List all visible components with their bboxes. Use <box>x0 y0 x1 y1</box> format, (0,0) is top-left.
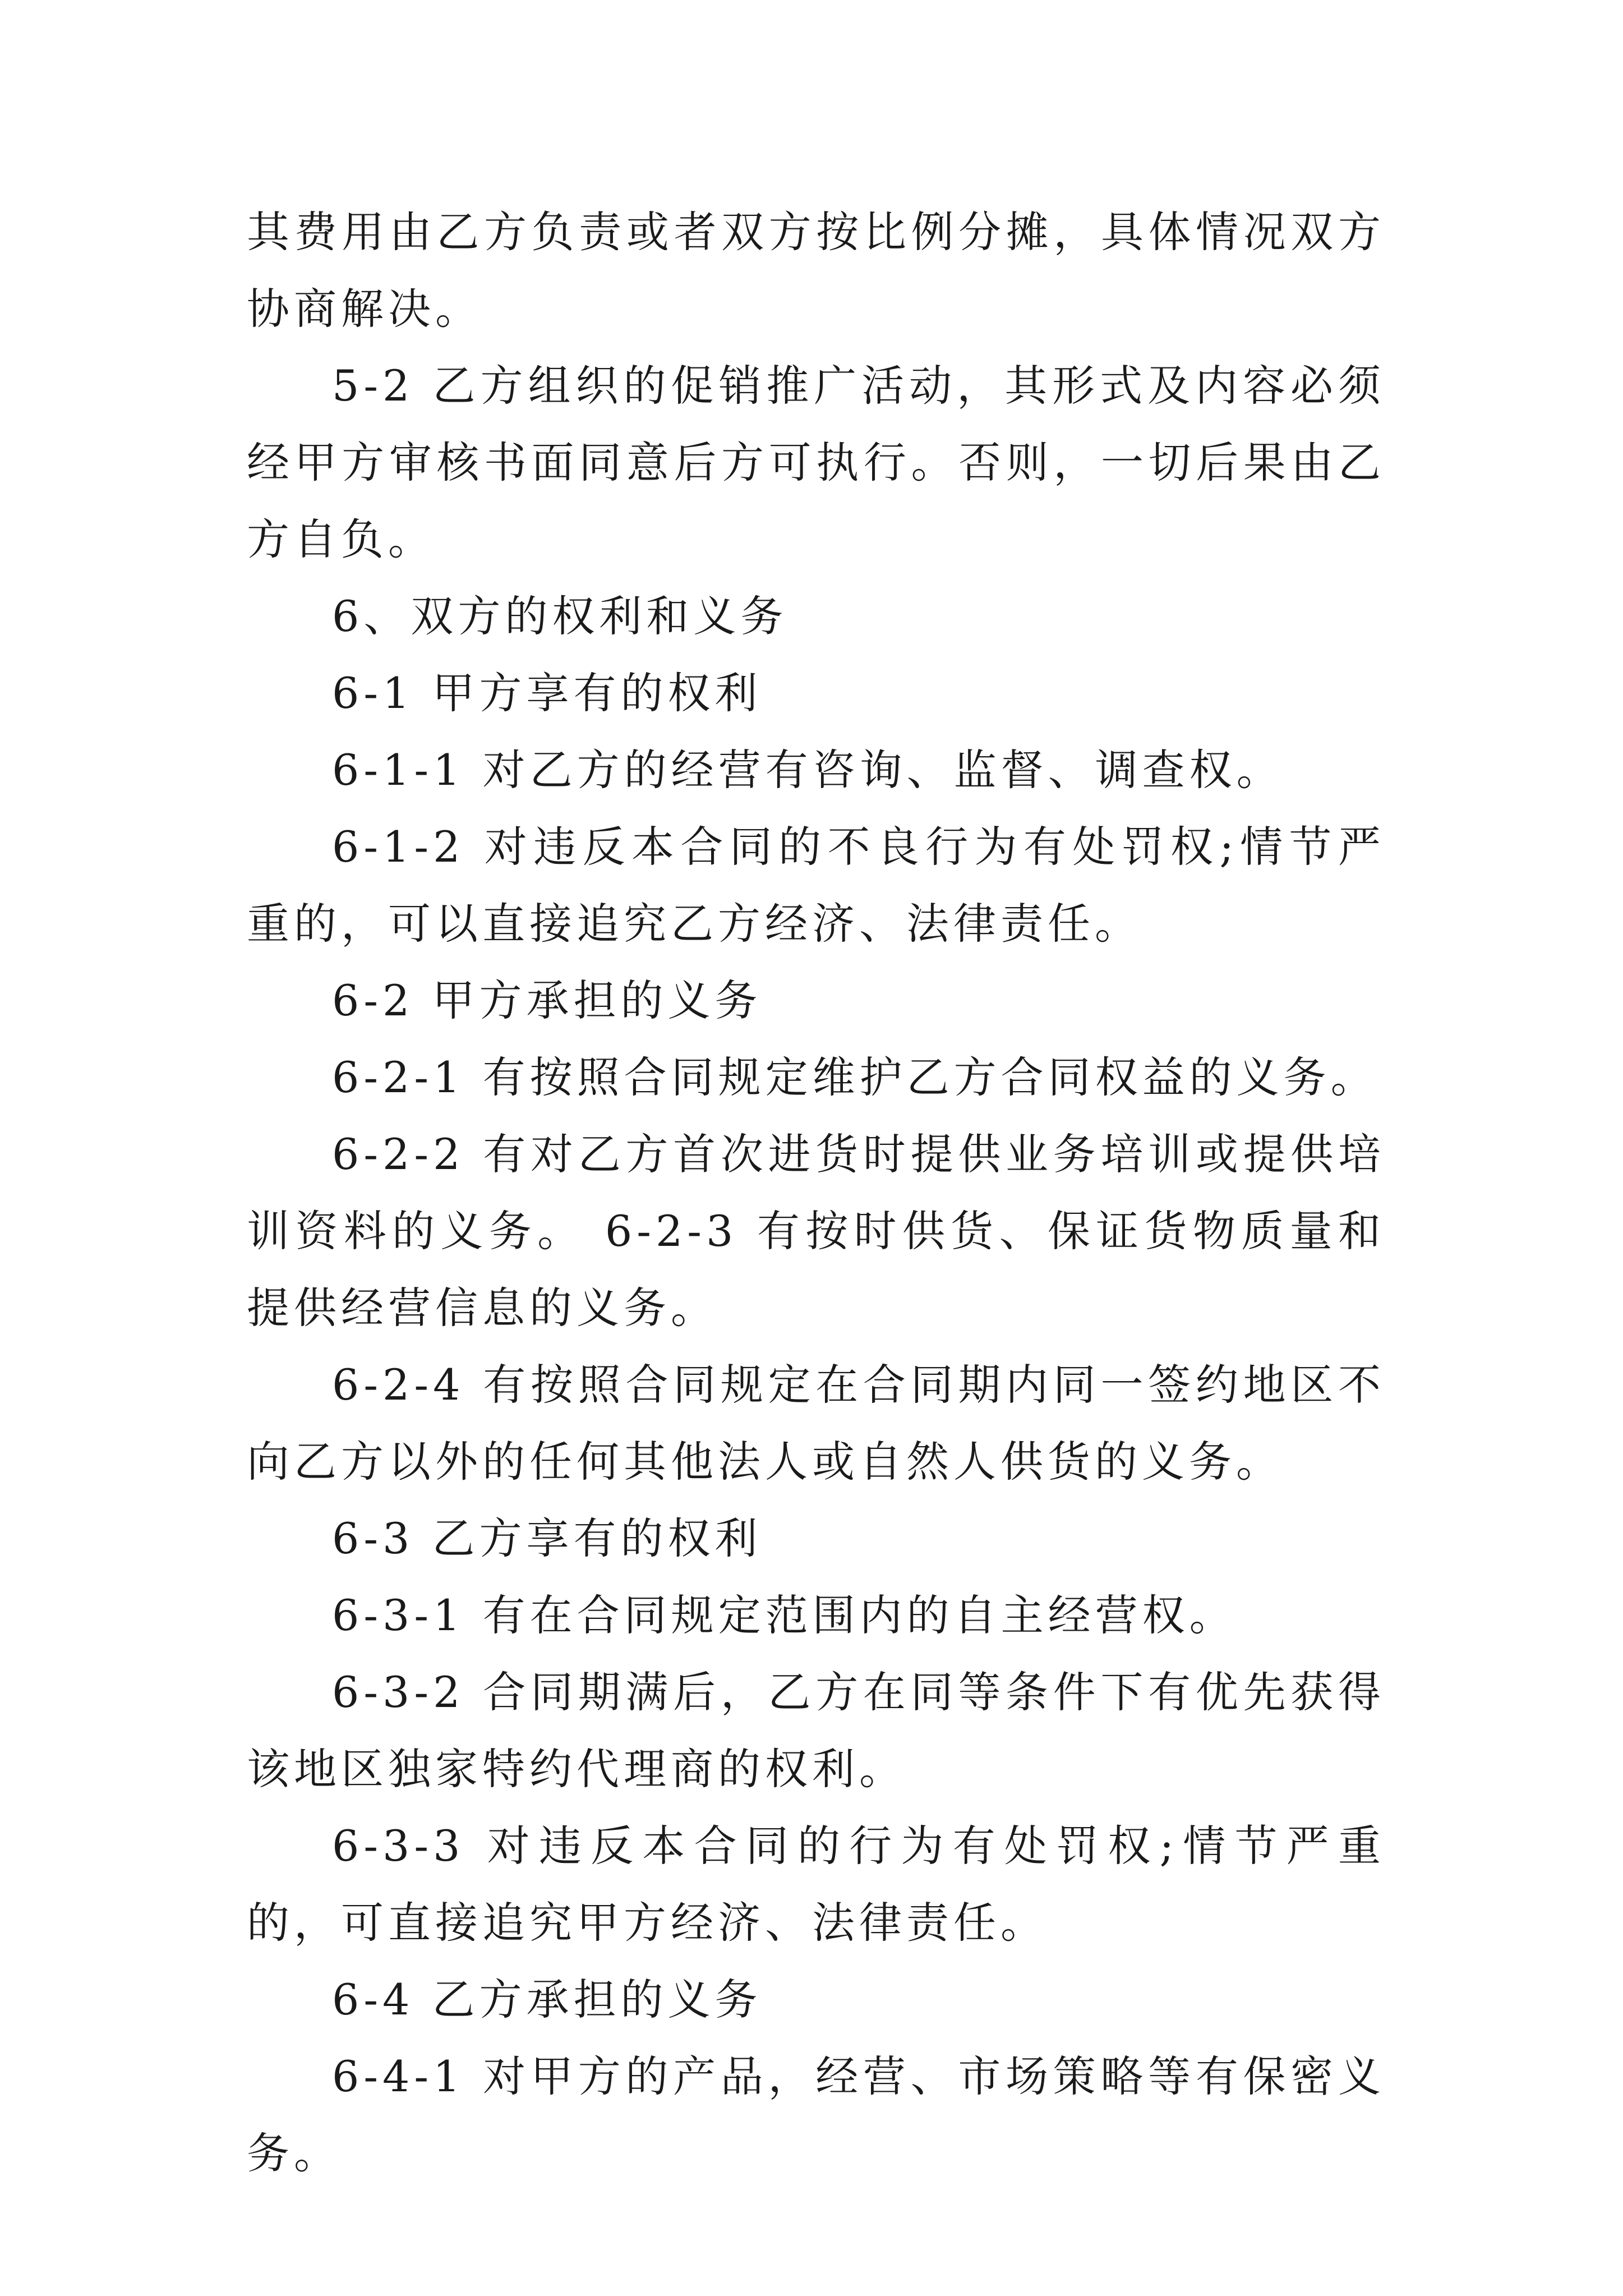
subheading-6-4: 6-4 乙方承担的义务 <box>332 1975 762 2024</box>
paragraph-6-3-2: 6-3-2 合同期满后，乙方在同等条件下有优先获得该地区独家特约代理商的权利。 <box>247 1667 1385 1794</box>
paragraph-5-2: 5-2 乙方组织的促销推广活动，其形式及内容必须经甲方审核书面同意后方可执行。否则，一切后果由乙方自负。 <box>247 361 1385 564</box>
paragraph-6-1-2: 6-1-2 对违反本合同的不良行为有处罚权;情节严重的，可以直接追究乙方经济、法律责任。 <box>247 822 1385 949</box>
subheading-6-2: 6-2 甲方承担的义务 <box>332 976 762 1025</box>
paragraph-6-4-1: 6-4-1 对甲方的产品，经营、市场策略等有保密义务。 <box>247 2051 1385 2178</box>
subheading-6-1: 6-1 甲方享有的权利 <box>332 668 762 718</box>
paragraph-6-3-1: 6-3-1 有在合同规定范围内的自主经营权。 <box>332 1590 1237 1640</box>
paragraph-6-2-2: 6-2-2 有对乙方首次进货时提供业务培训或提供培训资料的义务。 6-2-3 有按时供货、保证货物质量和提供经营信息的义务。 <box>247 1129 1385 1333</box>
document-body <box>247 194 1385 2192</box>
paragraph-cost-sharing: 其费用由乙方负责或者双方按比例分摊，具体情况双方协商解决。 <box>247 207 1385 334</box>
section-heading-6: 6、双方的权利和义务 <box>332 591 788 641</box>
paragraph-6-2-1: 6-2-1 有按照合同规定维护乙方合同权益的义务。 <box>332 1052 1378 1102</box>
paragraph-6-1-1: 6-1-1 对乙方的经营有咨询、监督、调查权。 <box>332 745 1284 795</box>
paragraph-6-2-4: 6-2-4 有按照合同规定在合同期内同一签约地区不向乙方以外的任何其他法人或自然人供货的义务。 <box>247 1360 1385 1487</box>
subheading-6-3: 6-3 乙方享有的权利 <box>332 1513 762 1563</box>
paragraph-6-3-3: 6-3-3 对违反本合同的行为有处罚权;情节严重的，可直接追究甲方经济、法律责任。 <box>247 1821 1385 1948</box>
